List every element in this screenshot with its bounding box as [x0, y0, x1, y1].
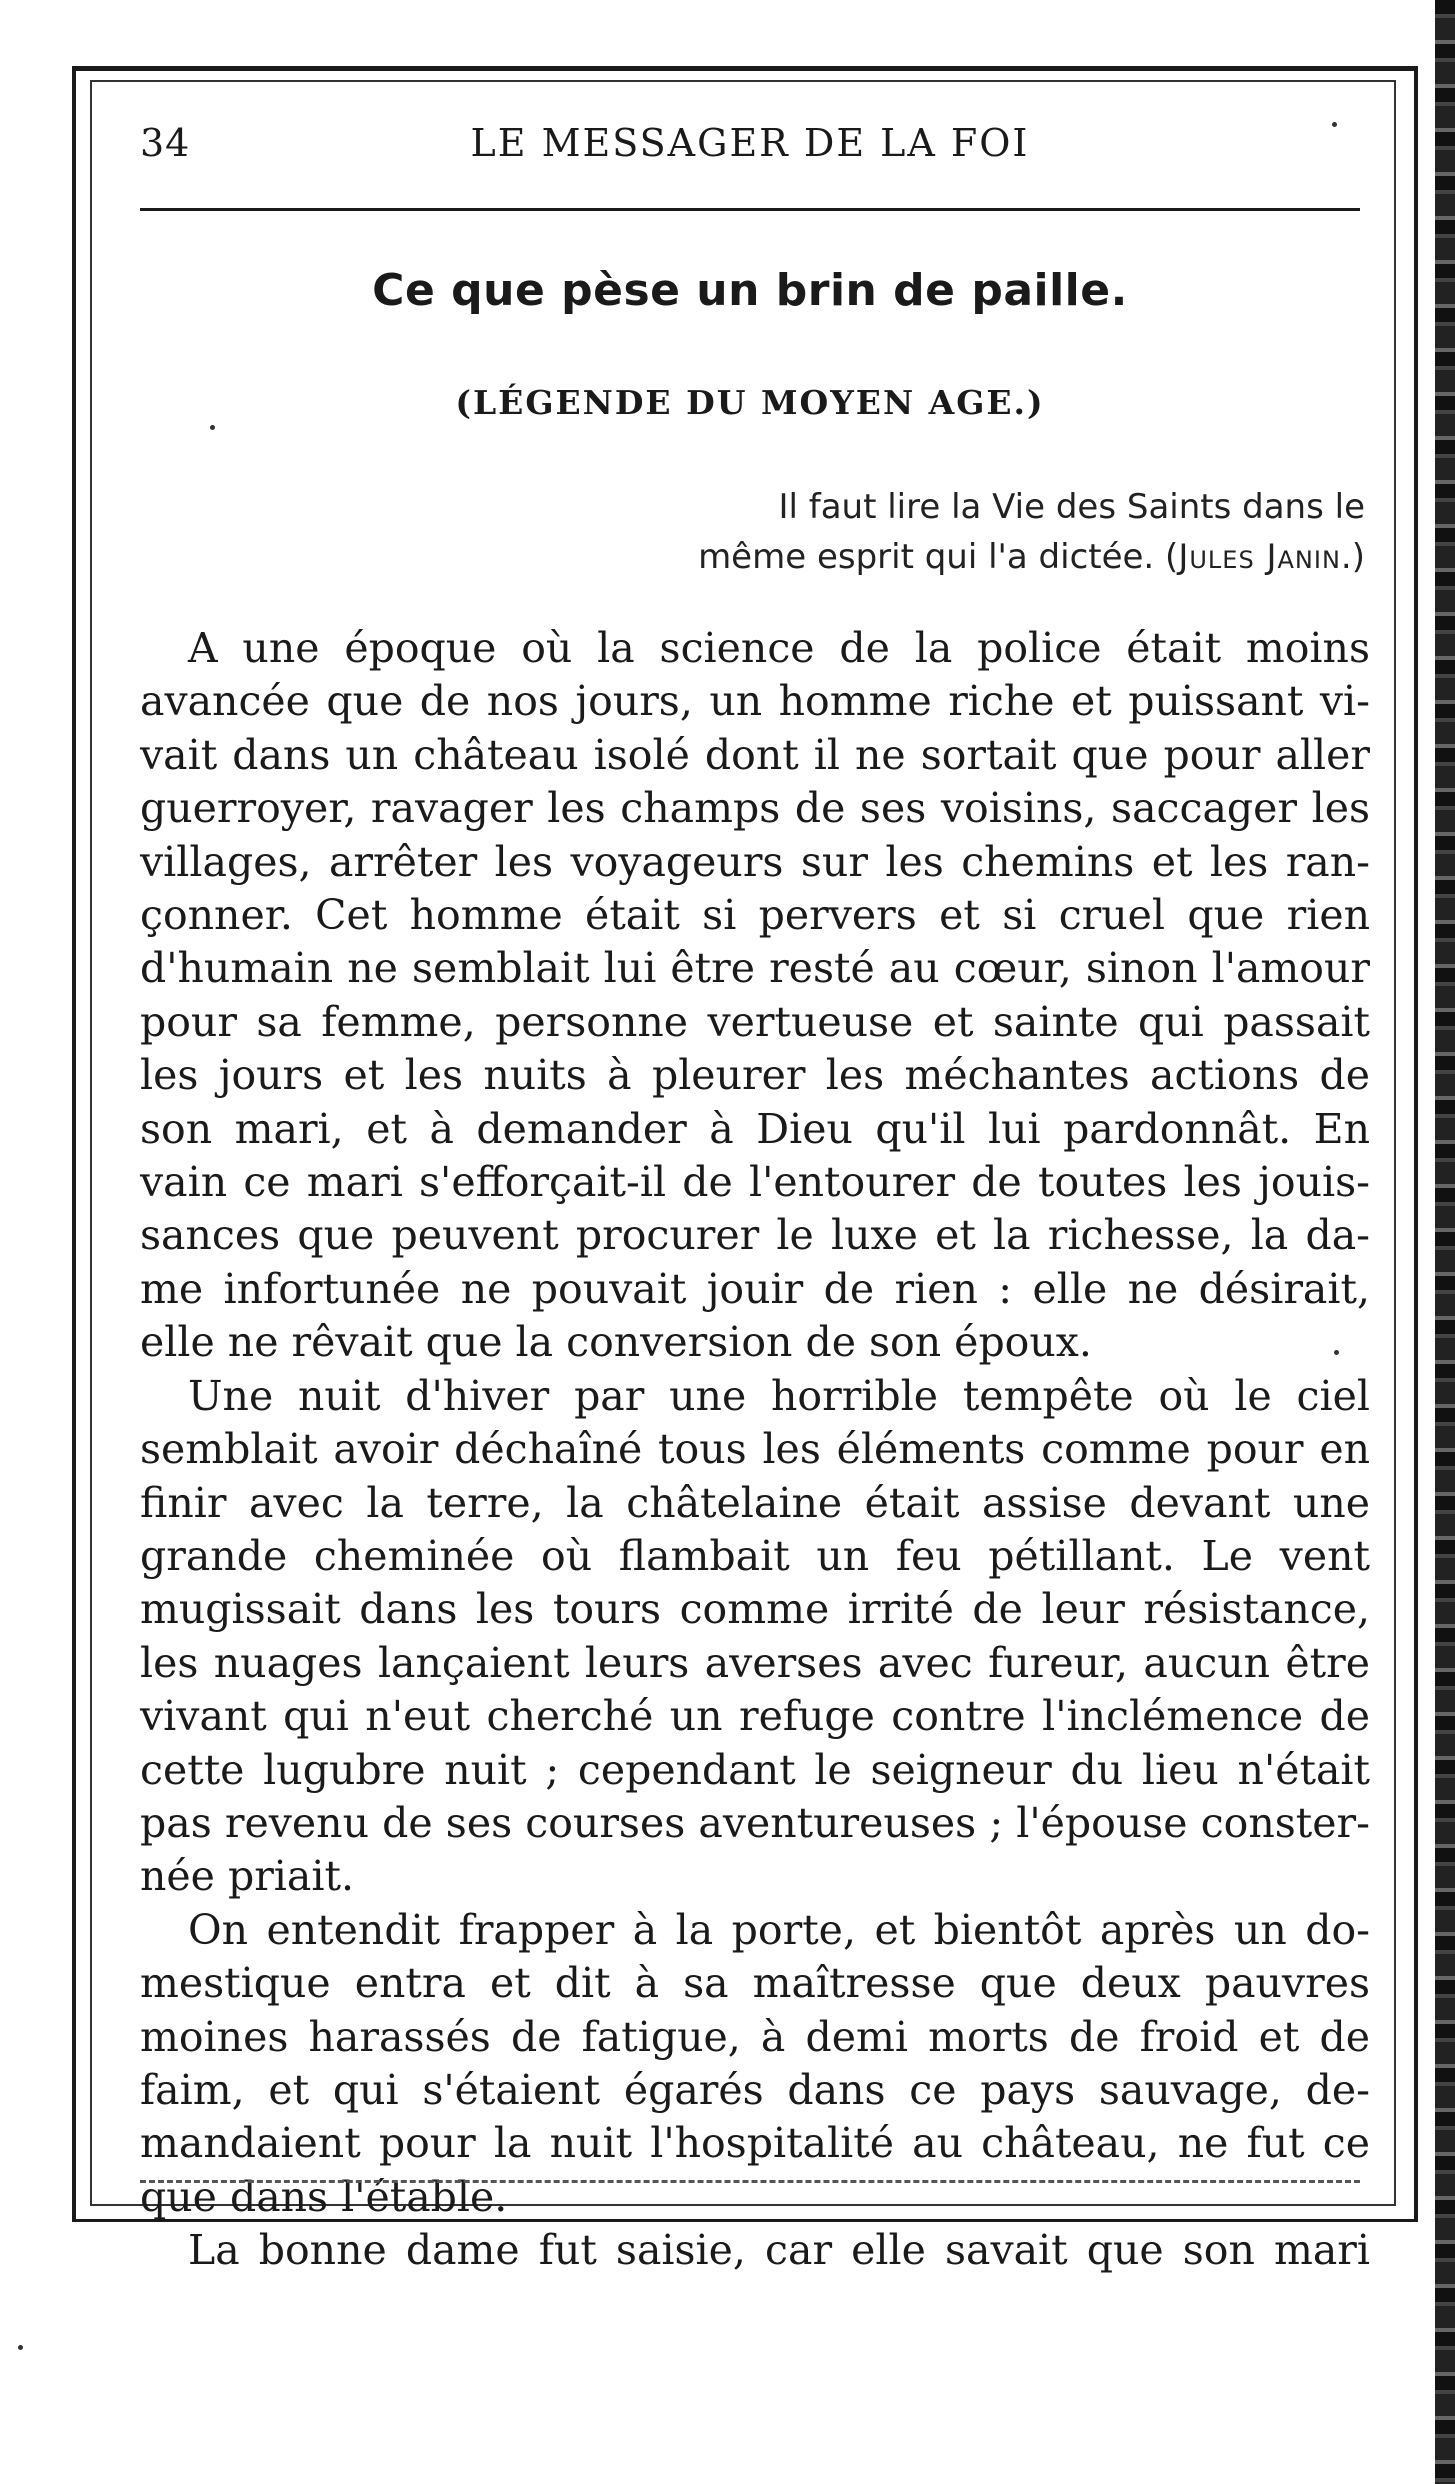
page-number: 34 — [140, 121, 191, 165]
text-line: faim, et qui s'étaient égarés dans ce pays sauvage, de- — [140, 2065, 1370, 2114]
text-line: les jours et les nuits à pleurer les méchantes actions de — [140, 1051, 1370, 1100]
text-line: semblait avoir déchaîné tous les éléments comme pour en — [140, 1425, 1370, 1474]
text-line: les nuages lançaient leurs averses avec fureur, aucun être — [140, 1638, 1370, 1687]
text-line: née priait. — [140, 1852, 354, 1901]
text-line: mandaient pour la nuit l'hospitalité au château, ne fut ce — [140, 2119, 1370, 2168]
text-line: son mari, et à demander à Dieu qu'il lui pardonnât. En — [140, 1104, 1370, 1153]
epigraph-author: Jules Janin — [1178, 537, 1341, 577]
text-line: sances que peuvent procurer le luxe et la richesse, la da- — [140, 1211, 1370, 1260]
footer-rule — [140, 2180, 1360, 2183]
epigraph-line-2 — [698, 532, 1365, 582]
text-line: d'humain ne semblait lui être resté au cœur, sinon l'amour — [140, 944, 1370, 993]
page-header — [140, 115, 1360, 175]
text-line: çonner. Cet homme était si pervers et si cruel que rien — [140, 891, 1370, 940]
text-line: mugissait dans les tours comme irrité de leur résistance, — [140, 1585, 1370, 1634]
text-line: cette lugubre nuit ; cependant le seigneur du lieu n'était — [140, 1745, 1370, 1794]
article-subtitle: (LÉGENDE DU MOYEN AGE.) — [455, 383, 1045, 422]
text-line: moines harassés de fatigue, à demi morts de froid et de — [140, 2012, 1370, 2061]
print-speck — [18, 2345, 23, 2350]
book-edge — [1435, 0, 1455, 2484]
epigraph-text: même esprit qui l'a dictée. ( — [698, 537, 1179, 577]
running-title: LE MESSAGER DE LA FOI — [470, 121, 1030, 165]
text-line: elle ne rêvait que la conversion de son époux. — [140, 1318, 1092, 1367]
text-line: pour sa femme, personne vertueuse et sainte qui passait — [140, 997, 1370, 1046]
print-speck — [1332, 122, 1337, 127]
text-line: La bonne dame fut saisie, car elle savait que son mari — [188, 2226, 1370, 2275]
text-line: avancée que de nos jours, un homme riche et puissant vi- — [140, 677, 1370, 726]
text-line: me infortunée ne pouvait jouir de rien : elle ne désirait, — [140, 1264, 1370, 1313]
text-line: Une nuit d'hiver par une horrible tempête où le ciel — [188, 1371, 1370, 1420]
text-line: vivant qui n'eut cherché un refuge contre l'inclémence de — [140, 1692, 1370, 1741]
article-title: Ce que pèse un brin de paille. — [372, 265, 1128, 316]
text-line: vain ce mari s'efforçait-il de l'entourer de toutes les jouis- — [140, 1158, 1370, 1207]
text-line: vait dans un château isolé dont il ne sortait que pour aller — [140, 730, 1370, 779]
text-line: A une époque où la science de la police était moins — [188, 624, 1370, 672]
epigraph — [698, 482, 1365, 582]
text-line: que dans l'étable. — [140, 2172, 508, 2221]
article-body — [140, 622, 1370, 2278]
text-line: guerroyer, ravager les champs de ses voisins, saccager les — [140, 784, 1370, 833]
epigraph-line-1: Il faut lire la Vie des Saints dans le — [778, 487, 1365, 527]
header-rule — [140, 208, 1360, 211]
print-speck — [210, 425, 215, 430]
epigraph-end: .) — [1340, 537, 1365, 577]
text-line: villages, arrêter les voyageurs sur les chemins et les ran- — [140, 837, 1370, 886]
text-line: pas revenu de ses courses aventureuses ; l'épouse conster- — [140, 1798, 1370, 1847]
print-speck — [1334, 1350, 1339, 1355]
text-line: finir avec la terre, la châtelaine était assise devant une — [140, 1478, 1370, 1527]
text-line: grande cheminée où flambait un feu pétillant. Le vent — [140, 1531, 1370, 1580]
text-line: On entendit frapper à la porte, et bientôt après un do- — [188, 1905, 1370, 1954]
text-line: mestique entra et dit à sa maîtresse que deux pauvres — [140, 1959, 1370, 2008]
